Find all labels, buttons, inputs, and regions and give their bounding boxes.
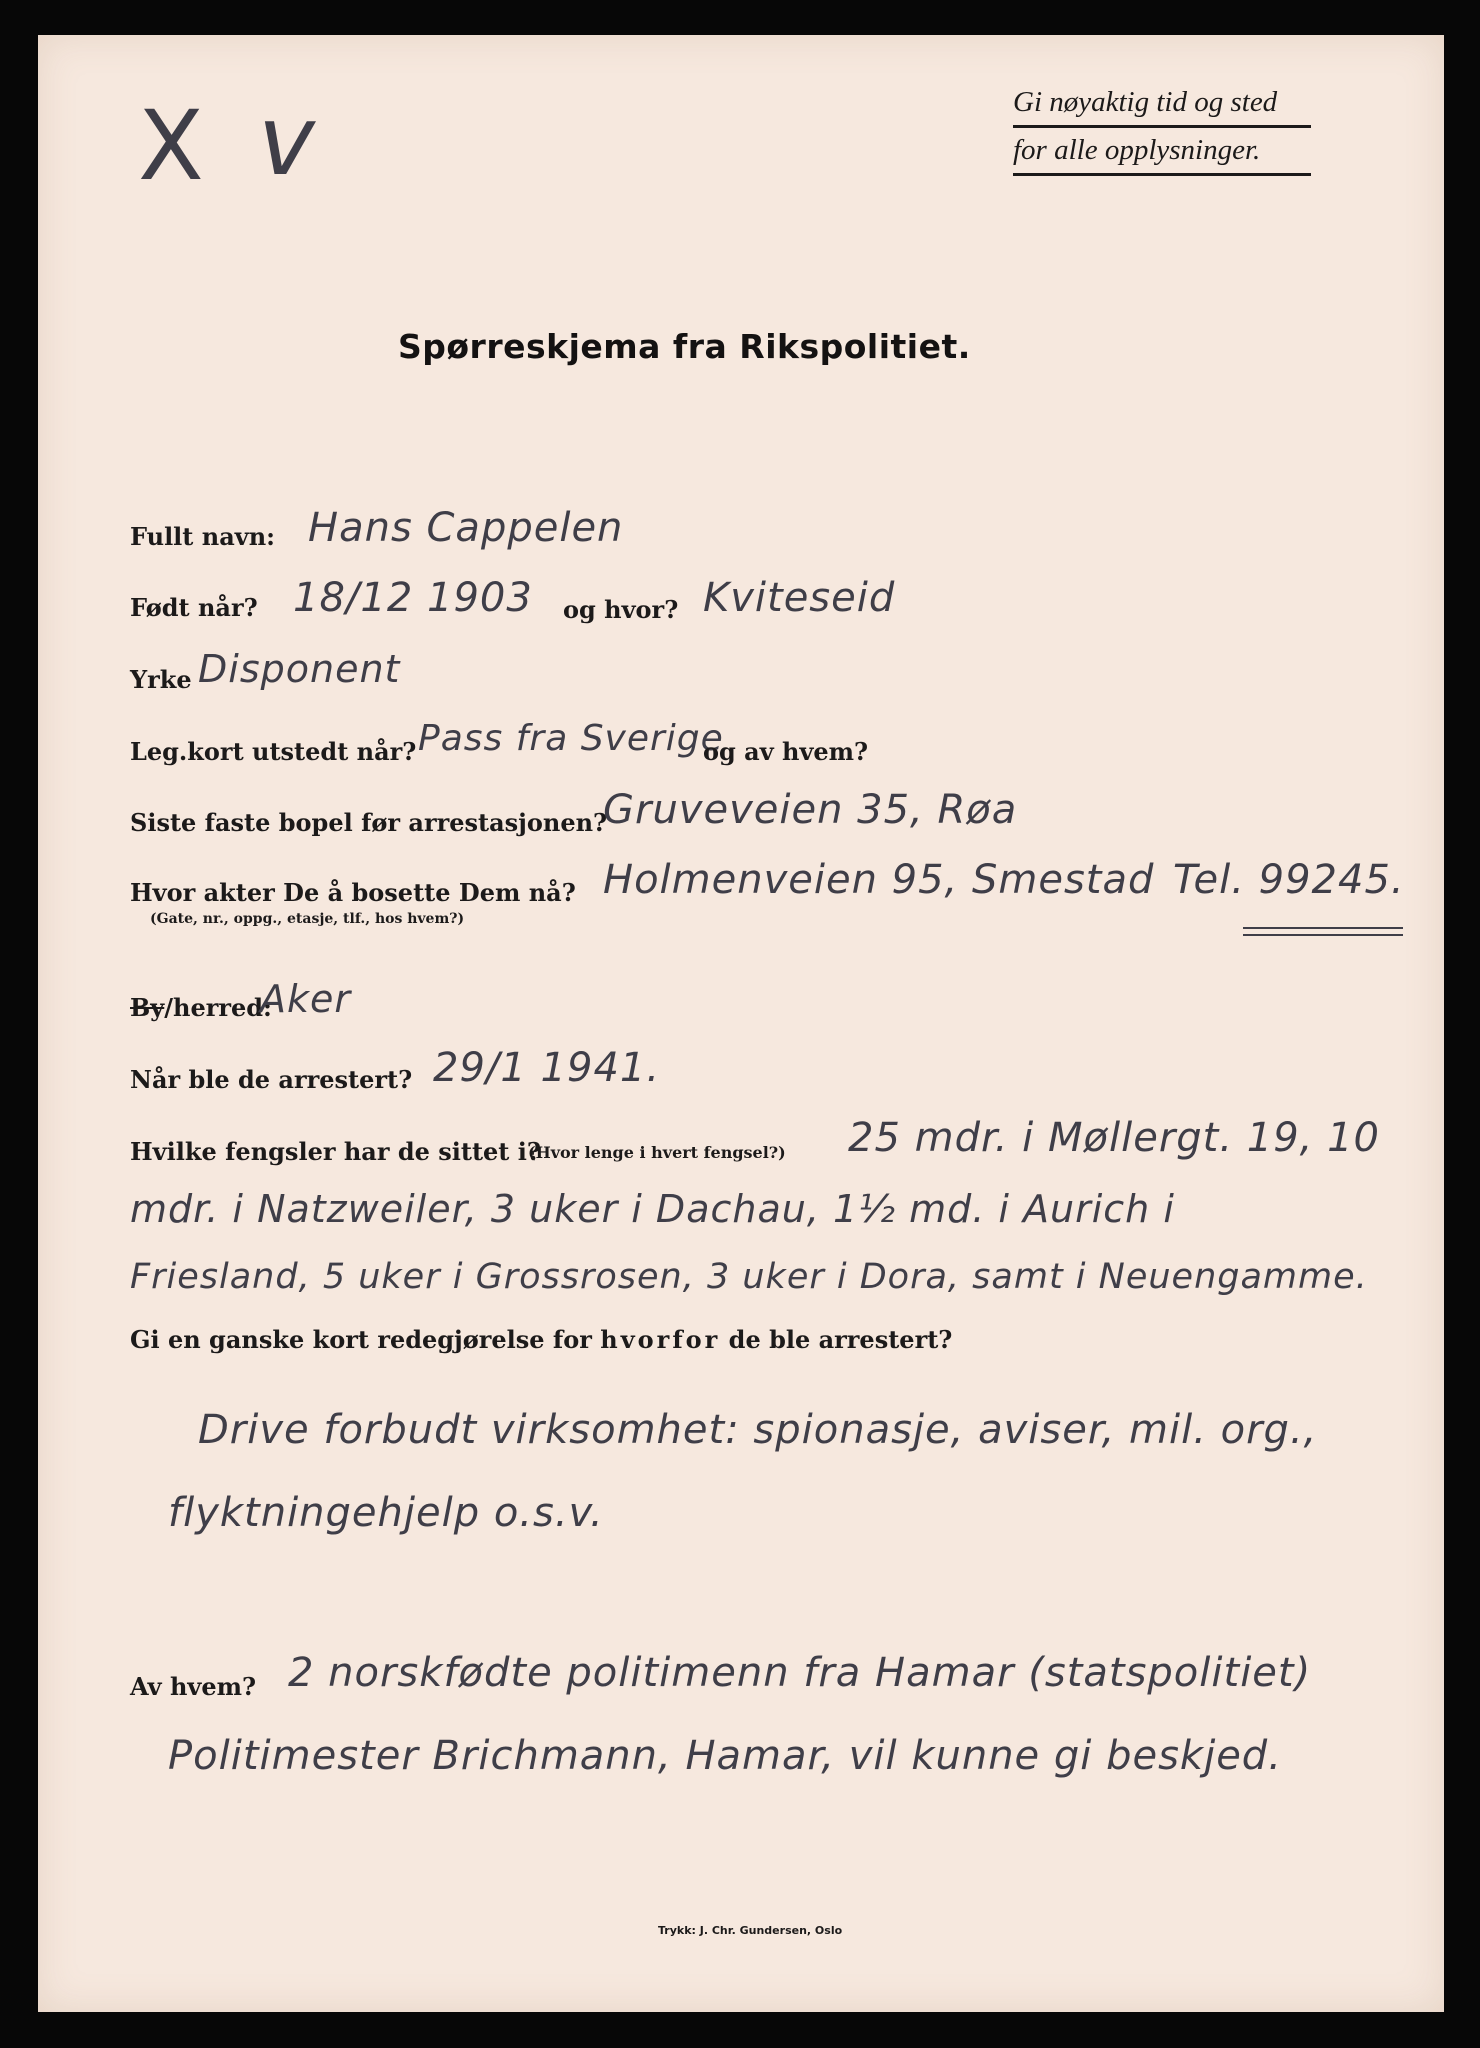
prisons-line-3: Friesland, 5 uker i Grossrosen, 3 uker i Dora, samt i Neuengamme. — [130, 1257, 1368, 1297]
name-label: Fullt navn: — [130, 522, 275, 551]
v-mark: v — [258, 85, 316, 197]
by-whom-line-2: Politimester Brichmann, Hamar, vil kunne gi beskjed. — [168, 1733, 1282, 1779]
prisons-sublabel: (Hvor lenge i hvert fengsel?) — [528, 1143, 786, 1162]
form-sheet — [38, 35, 1444, 2012]
x-mark: X — [138, 90, 205, 202]
phone-underline — [1243, 927, 1403, 936]
by-whom-line-1: 2 norskfødte politimenn fra Hamar (statspolitiet) — [288, 1650, 1312, 1696]
printer-credit: Trykk: J. Chr. Gundersen, Oslo — [658, 1924, 843, 1937]
settle-phone-value: Tel. 99245. — [1173, 857, 1405, 903]
idcard-value: Pass fra Sverige — [418, 718, 724, 759]
arrested-label: Når ble de arrestert? — [130, 1065, 413, 1094]
reason-label — [130, 1325, 952, 1354]
reason-label-end: de ble arrestert? — [728, 1325, 953, 1354]
municipality-value: Aker — [260, 977, 352, 1021]
reason-label-emph: hvorfor — [600, 1325, 721, 1354]
residence-value: Gruveveien 35, Røa — [603, 787, 1018, 833]
born-where-value: Kviteseid — [703, 575, 896, 621]
form-title: Spørreskjema fra Rikspolitiet. — [398, 327, 971, 366]
reason-line-2: flyktningehjelp o.s.v. — [168, 1490, 604, 1536]
born-label: Født når? — [130, 593, 258, 622]
notice-line-2: for alle opplysninger. — [1013, 128, 1311, 176]
reason-label-start: Gi en ganske kort redegjørelse for — [130, 1325, 592, 1354]
settle-label: Hvor akter De å bosette Dem nå? — [130, 878, 576, 907]
name-value: Hans Cappelen — [308, 505, 624, 551]
by-whom-label: Av hvem? — [130, 1672, 257, 1701]
municipality-label-by: By — [130, 993, 165, 1022]
municipality-label-rest: /herred: — [164, 993, 272, 1022]
born-where-label: og hvor? — [563, 595, 679, 624]
idcard-label: Leg.kort utstedt når? — [130, 737, 417, 766]
residence-label: Siste faste bopel før arrestasjonen? — [130, 808, 608, 837]
notice-box — [1013, 80, 1311, 176]
idcard-by-label: og av hvem? — [703, 737, 869, 766]
occupation-value: Disponent — [198, 647, 401, 691]
occupation-label: Yrke — [130, 665, 192, 694]
prisons-label: Hvilke fengsler har de sittet i? — [130, 1137, 541, 1166]
born-date-value: 18/12 1903 — [293, 575, 533, 621]
reason-line-1: Drive forbudt virksomhet: spionasje, aviser, mil. org., — [198, 1407, 1318, 1453]
settle-value: Holmenveien 95, Smestad — [603, 857, 1155, 903]
notice-line-1: Gi nøyaktig tid og sted — [1013, 80, 1311, 128]
municipality-label — [130, 993, 272, 1022]
settle-sublabel: (Gate, nr., oppg., etasje, tlf., hos hvem?) — [150, 911, 465, 927]
prisons-line-2: mdr. i Natzweiler, 3 uker i Dachau, 1½ md. i Aurich i — [130, 1187, 1175, 1231]
arrested-value: 29/1 1941. — [433, 1045, 661, 1091]
prisons-line-1: 25 mdr. i Møllergt. 19, 10 — [848, 1115, 1380, 1161]
